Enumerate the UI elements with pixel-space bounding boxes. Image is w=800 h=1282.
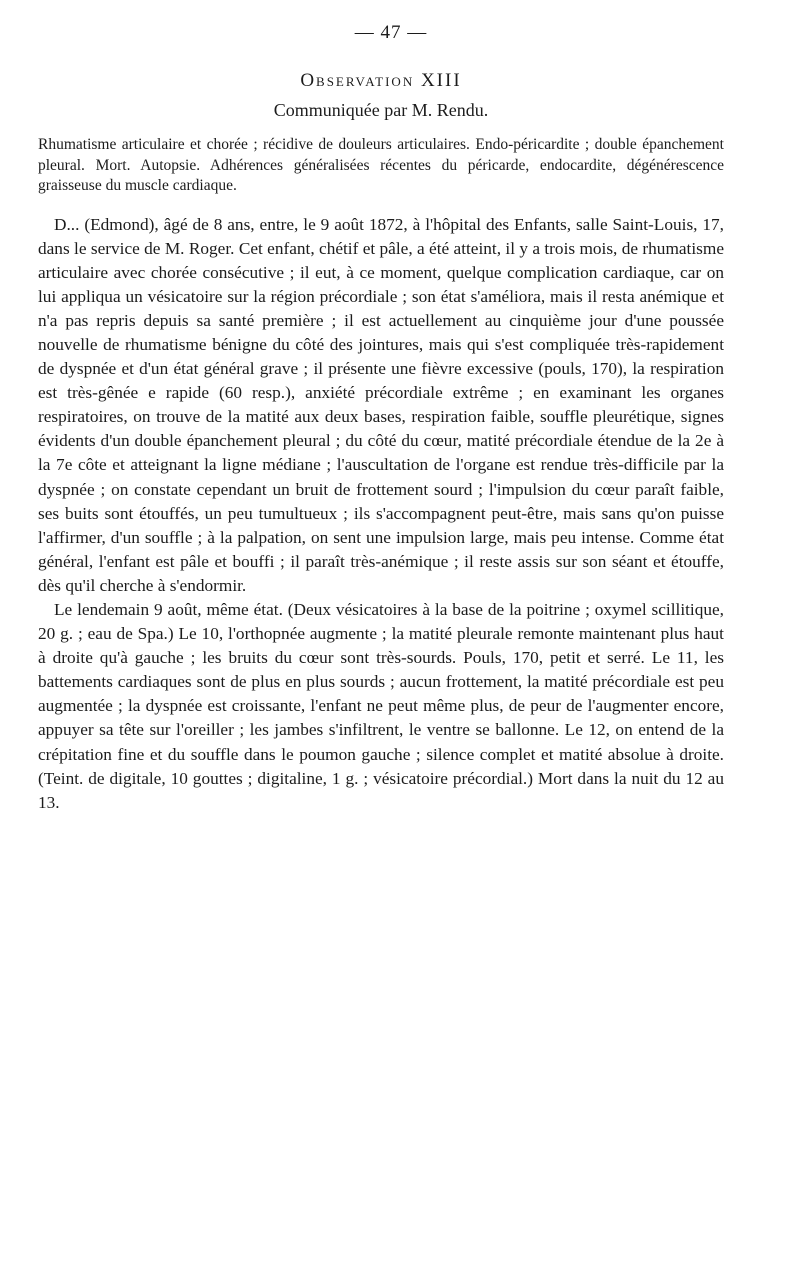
document-page xyxy=(38,22,724,815)
observation-subtitle: Communiquée par M. Rendu. xyxy=(273,100,489,120)
case-summary: Rhumatisme articulaire et chorée ; récidive de douleurs articulaires. Endo-péricardite ; double épanchement pleural. Mort. Autopsie. Adhérences généralisées récentes du péricarde, endocardite, dégénérescence graisseuse du muscle cardiaque. xyxy=(38,136,724,194)
body-paragraph-1: D... (Edmond), âgé de 8 ans, entre, le 9 août 1872, à l'hôpital des Enfants, salle Saint-Louis, 17, dans le service de M. Roger. Cet enfant, chétif et pâle, a été atteint, il y a trois mois, de rhumatisme articulaire avec chorée consécutive ; il eut, à ce moment, quelque complication cardiaque, car on lui appliqua un vésicatoire sur la région précordiale ; son état s'améliora, mais il resta anémique et n'a pas repris depuis sa santé première ; il est actuellement au cinquième jour d'une poussée nouvelle de rhumatisme bénigne du côté des jointures, mais qui s'est compliquée très-rapidement de dyspnée et d'un état général grave ; il présente une fièvre excessive (pouls, 170), la respiration est très-gênée e rapide (60 resp.), anxiété précordiale extrême ; en examinant les organes respiratoires, on trouve de la matité aux deux bases, respiration faible, souffle pleurétique, signes évidents d'un double épanchement pleural ; du côté du cœur, matité précordiale étendue de la 2e à la 7e côte et atteignant la ligne médiane ; l'auscultation de l'organe est rendue très-difficile par la dyspnée ; on constate cependant un bruit de frottement sourd ; l'impulsion du cœur paraît faible, ses buits sont étouffés, un peu tumultueux ; ils s'accompagnent peut-être, mais sans qu'on puisse l'affirmer, d'un souffle ; à la palpation, on sent une impulsion large, mais peu intense. Comme état général, l'enfant est pâle et bouffi ; il paraît très-anémique ; il reste assis sur son séant et étouffe, dès qu'il cherche à s'endormir. xyxy=(38,214,724,595)
page-number: — 47 — xyxy=(354,22,428,43)
observation-title: Observation XIII xyxy=(300,70,462,91)
body-paragraph-2: Le lendemain 9 août, même état. (Deux vésicatoires à la base de la poitrine ; oxymel scillitique, 20 g. ; eau de Spa.) Le 10, l'orthopnée augmente ; la matité pleurale remonte maintenant plus haut à droite qu'à gauche ; les bruits du cœur sont très-sourds. Pouls, 170, petit et serré. Le 11, les battements cardiaques sont de plus en plus sourds ; aucun frottement, la matité précordiale est peu augmentée ; la dyspnée est croissante, l'enfant ne peut même plus, de peur de l'augmenter encore, appuyer sa tête sur l'oreiller ; les jambes s'infiltrent, le ventre se ballonne. Le 12, on entend de la crépitation fine et du souffle dans le poumon gauche ; silence complet et matité absolue à droite. (Teint. de digitale, 10 gouttes ; digitaline, 1 g. ; vésicatoire précordial.) Mort dans la nuit du 12 au 13. xyxy=(38,600,724,812)
